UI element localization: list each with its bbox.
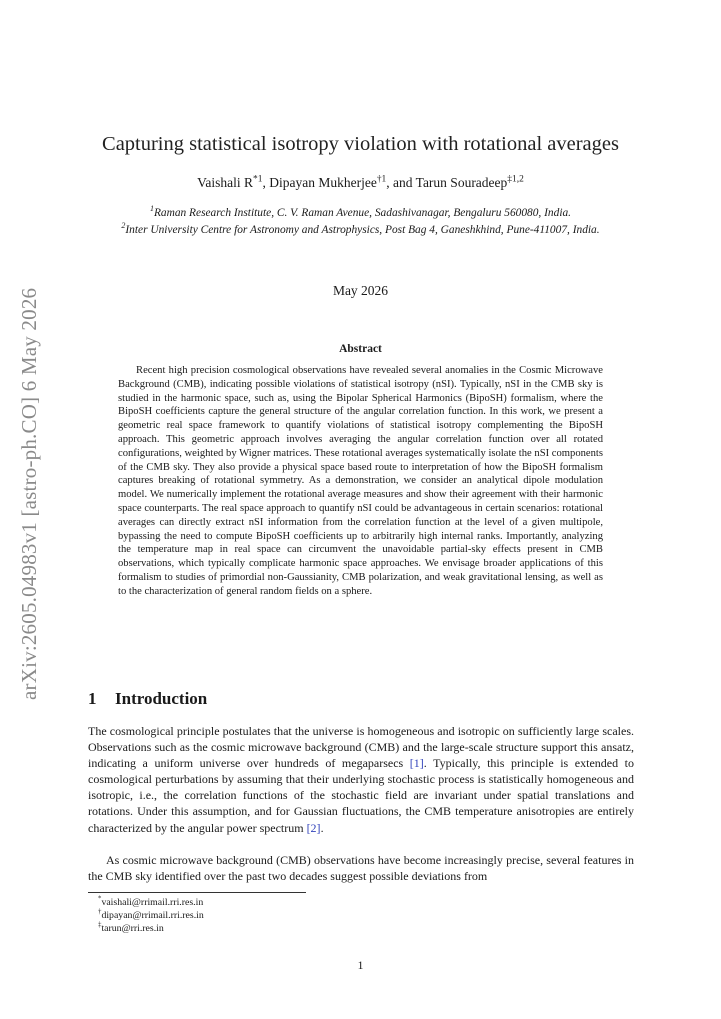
author-marker: *1 — [253, 174, 263, 185]
publication-date: May 2026 — [332, 283, 389, 298]
footnote-email: vaishali@rrimail.rri.res.in — [101, 897, 204, 908]
author-name: Dipayan Mukherjee — [269, 175, 377, 190]
paragraph-text: The cosmological principle postulates that the universe is homogeneous and isotropic on sufficiently large scales. Observations such as the cosmic microwave background (CMB) and the large-scale structure support this ansatz, indicating a uniform universe over hundreds of megaparsecs — [88, 724, 634, 771]
affiliation-marker: 2 — [121, 221, 126, 231]
abstract-text: Recent high precision cosmological observations have revealed several anomalies in the Cosmic Microwave Background (CMB), indicating possible violations of statistical isotropy (nSI). Typically, nSI in the CMB sky is studied in the harmonic space, such as, using the Bipolar Spherical Harmonics (BipoSH) formalism, where the BipoSH coefficients capture the general structure of the angular correlation function. In this work, we present a geometric real space framework to quantify violations of statistical isotropy complementing the BipoSH approach. This geometric approach involves averaging the angular correlation function over all rotated configurations, weighted by Wigner matrices. These rotational averages systematically isolate the nSI components of the CMB sky. They also provide a physical space based route to interpretation of how the BipoSH formalism captures breaking of rotational symmetry. As a demonstration, we consider an analytical dipole modulation model. We numerically implement the rotational average measures and show their agreement with their harmonic space counterparts. The real space approach to quantify nSI could be advantageous in certain scenarios: rotational averages can directly extract nSI information from the correlation function at the level of a given multipole, bypassing the need to compute BipoSH coefficients up to arbitrarily high internal ranks. Importantly, analyzing the temperature map in real space can circumvent the unavoidable partial-sky effects present in CMB observations, which typically complicate harmonic space approaches. We envisage broader applications of this formalism to studies of primordial non-Gaussianity, CMB polarization, and weak gravitational lensing, as well as to the characterization of general random fields on a sphere. — [118, 365, 603, 597]
footnote — [88, 909, 204, 922]
paragraph-text: . — [320, 820, 324, 835]
affiliation-text: Inter University Centre for Astronomy and Astrophysics, Post Bag 4, Ganeshkhind, Pune-411007, India. — [125, 224, 600, 236]
footnote-marker: ‡ — [98, 921, 102, 929]
author-list — [0, 175, 721, 191]
affiliation-text: Raman Research Institute, C. V. Raman Avenue, Sadashivanagar, Bengaluru 560080, India. — [153, 207, 572, 219]
author-separator: , — [262, 175, 270, 190]
paragraph-text: . Typically, this principle is extended to cosmological perturbations by assuming that their underlying stochastic process is statistically homogeneous and isotropic, i.e., the correlation functions of the stochastic field are invariant under spatial translations and rotations. Under this assumption, and for Gaussian fluctuations, the CMB temperature anisotropies are entirely characterized by the angular power spectrum — [88, 756, 634, 835]
citation-link[interactable]: [1] — [409, 756, 424, 771]
affiliation — [80, 205, 641, 221]
section-number: 1 — [88, 689, 97, 708]
page-number: 1 — [357, 958, 364, 972]
affiliation-marker: 1 — [149, 204, 154, 214]
intro-paragraph: As cosmic microwave background (CMB) observations have become increasingly precise, several features in the CMB sky identified over the past two decades suggest possible deviations from — [88, 853, 634, 884]
footnote — [88, 896, 204, 909]
abstract-heading: Abstract — [339, 343, 382, 355]
footnote-divider — [88, 892, 306, 893]
paper-title: Capturing statistical isotropy violation with rotational averages — [102, 133, 619, 155]
footnote — [88, 922, 204, 935]
footnote-email: dipayan@rrimail.rri.res.in — [101, 910, 204, 921]
footnote-marker: * — [98, 895, 102, 903]
footnote-email: tarun@rri.res.in — [101, 923, 164, 934]
intro-paragraph — [88, 723, 634, 836]
section-title: Introduction — [115, 689, 208, 708]
footnote-marker: † — [98, 908, 102, 916]
author-name: Vaishali R — [197, 175, 254, 190]
author-separator: , and — [386, 175, 416, 190]
arxiv-identifier-stamp: arXiv:2605.04983v1 [astro-ph.CO] 6 May 2026 — [17, 287, 41, 700]
author-marker: ‡1,2 — [507, 174, 524, 185]
footnotes — [88, 896, 204, 935]
affiliation — [80, 222, 641, 238]
citation-link[interactable]: [2] — [306, 820, 321, 835]
author-marker: †1 — [376, 174, 387, 185]
author-name: Tarun Souradeep — [415, 175, 508, 190]
